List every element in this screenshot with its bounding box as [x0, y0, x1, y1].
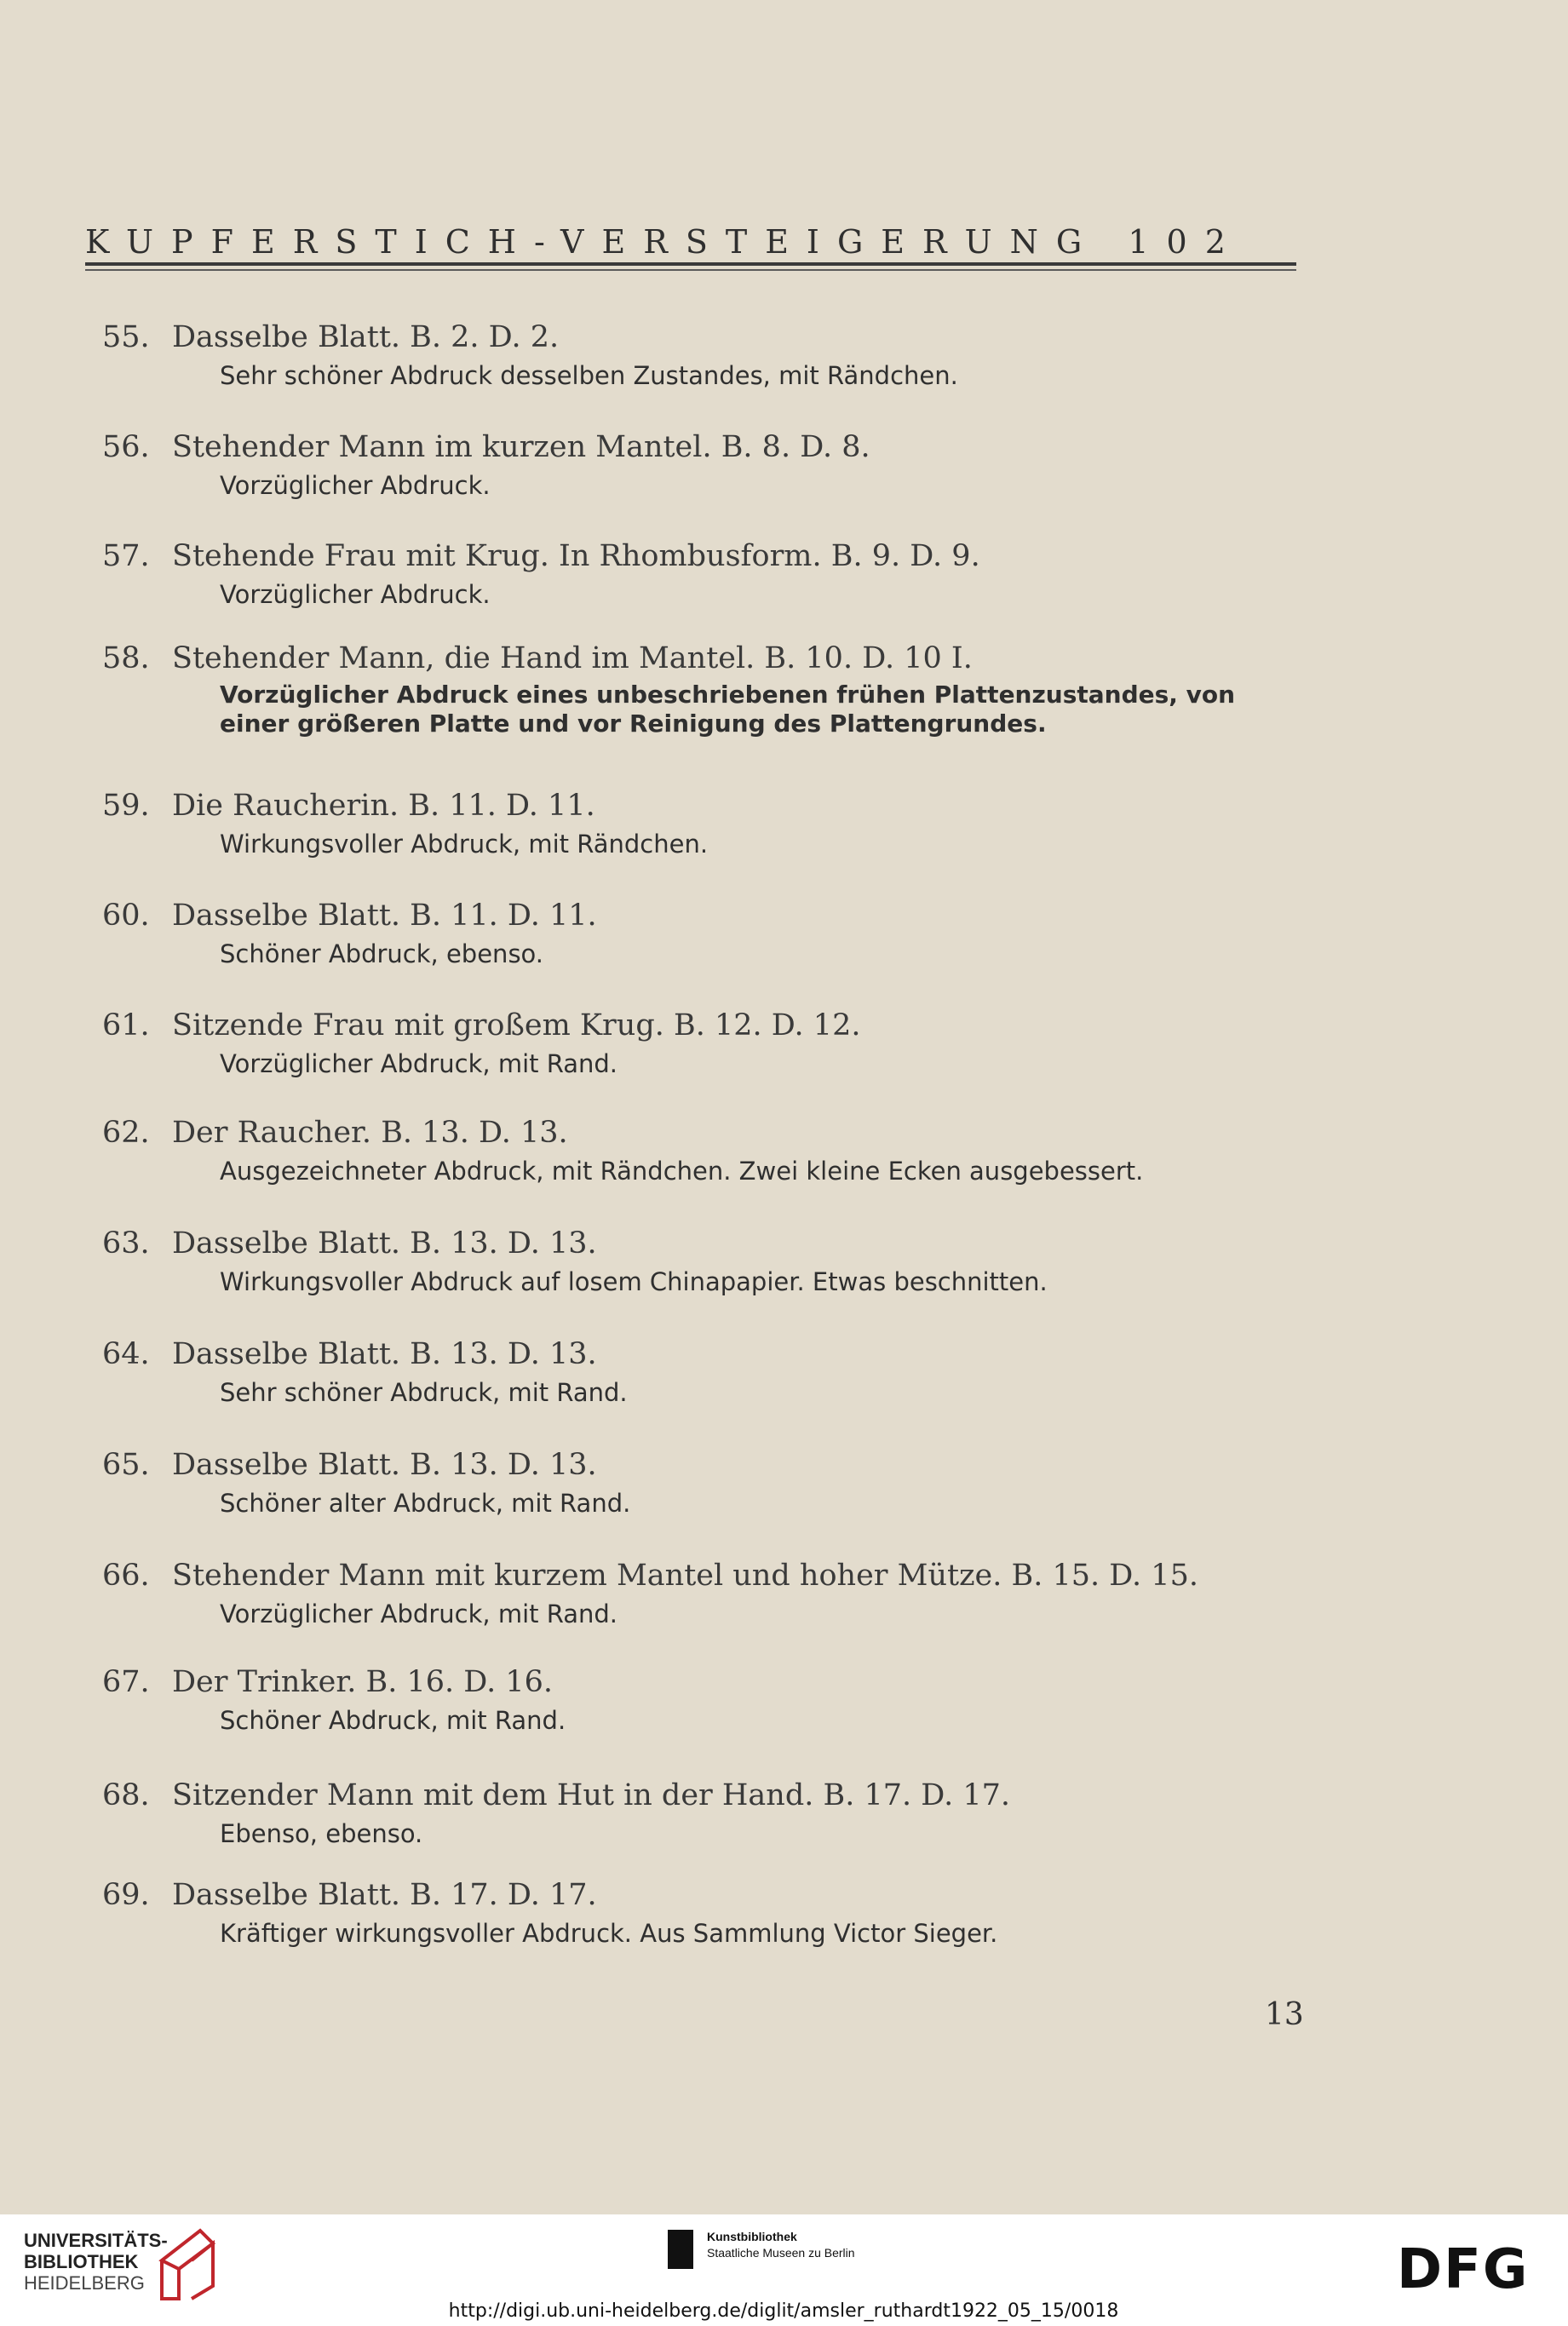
catalog-entry	[102, 899, 1312, 970]
entry-number: 58.	[102, 641, 150, 675]
ub-heidelberg-label[interactable]	[24, 2230, 168, 2294]
entry-number: 56.	[102, 430, 150, 464]
entry-description: Vorzüglicher Abdruck, mit Rand.	[220, 1049, 618, 1078]
permalink-url[interactable]: http://digi.ub.uni-heidelberg.de/diglit/amsler_ruthardt1922_05_15/0018	[448, 2300, 1119, 2322]
entry-description: Vorzüglicher Abdruck.	[220, 471, 491, 500]
entry-number: 63.	[102, 1226, 150, 1261]
ub-line-1: UNIVERSITÄTS-	[24, 2230, 168, 2251]
entry-number: 65.	[102, 1448, 150, 1482]
catalog-entry	[102, 1559, 1312, 1630]
header-rule	[85, 262, 1296, 266]
entry-description: Schöner Abdruck, ebenso.	[220, 939, 544, 968]
header-rule-thin	[85, 269, 1296, 271]
entry-description: Ausgezeichneter Abdruck, mit Rändchen. Zwei kleine Ecken ausgebessert.	[220, 1157, 1144, 1186]
catalog-entry	[102, 430, 1312, 502]
entry-description: Schöner Abdruck, mit Rand.	[220, 1706, 566, 1735]
ub-heidelberg-logo-icon[interactable]	[153, 2226, 221, 2303]
entry-description: Vorzüglicher Abdruck eines unbeschriebenen frühen Plattenzustandes, von einer größeren Platte und vor Reinigung des Plattengrundes.	[220, 681, 1236, 738]
catalog-entry	[102, 1337, 1312, 1409]
entry-number: 68.	[102, 1778, 150, 1812]
entry-title: Die Raucherin. B. 11. D. 11.	[172, 789, 595, 823]
entry-description: Ebenso, ebenso.	[220, 1819, 423, 1848]
entry-number: 60.	[102, 899, 150, 933]
entry-description: Schöner alter Abdruck, mit Rand.	[220, 1489, 631, 1518]
entry-number: 57.	[102, 539, 150, 573]
entry-title: Der Raucher. B. 13. D. 13.	[172, 1116, 568, 1150]
entry-description: Vorzüglicher Abdruck, mit Rand.	[220, 1599, 618, 1628]
entry-title: Der Trinker. B. 16. D. 16.	[172, 1665, 553, 1699]
entry-number: 67.	[102, 1665, 150, 1699]
catalog-entry	[102, 1008, 1312, 1080]
entry-number: 62.	[102, 1116, 150, 1150]
kb-line-1: Kunstbibliothek	[707, 2230, 797, 2243]
catalog-entry	[102, 1226, 1312, 1298]
catalog-entry	[102, 1778, 1312, 1850]
entry-description: Wirkungsvoller Abdruck, mit Rändchen.	[220, 830, 709, 859]
kunstbibliothek-logo-icon[interactable]	[668, 2230, 693, 2269]
ub-line-3: HEIDELBERG	[24, 2272, 145, 2294]
entry-description: Sehr schöner Abdruck desselben Zustandes, mit Rändchen.	[220, 361, 958, 390]
catalog-entry	[102, 1665, 1312, 1737]
entry-title: Dasselbe Blatt. B. 11. D. 11.	[172, 899, 597, 933]
entry-number: 59.	[102, 789, 150, 823]
kb-line-2: Staatliche Museen zu Berlin	[707, 2246, 855, 2260]
catalog-entry	[102, 1448, 1312, 1519]
entry-title: Dasselbe Blatt. B. 17. D. 17.	[172, 1878, 597, 1912]
entry-number: 69.	[102, 1878, 150, 1912]
entry-number: 61.	[102, 1008, 150, 1042]
entry-description: Vorzüglicher Abdruck.	[220, 580, 491, 609]
catalog-entry	[102, 320, 1312, 392]
entry-title: Dasselbe Blatt. B. 2. D. 2.	[172, 320, 560, 354]
ub-line-2: BIBLIOTHEK	[24, 2251, 139, 2272]
catalog-entry	[102, 641, 1312, 738]
entry-title: Stehender Mann im kurzen Mantel. B. 8. D. 8.	[172, 430, 870, 464]
entry-number: 55.	[102, 320, 150, 354]
dfg-logo[interactable]: DFG	[1397, 2238, 1530, 2301]
catalog-entry	[102, 539, 1312, 611]
entry-description: Kräftiger wirkungsvoller Abdruck. Aus Sammlung Victor Sieger.	[220, 1919, 998, 1948]
entry-title: Sitzender Mann mit dem Hut in der Hand. B. 17. D. 17.	[172, 1778, 1010, 1812]
page-header: KUPFERSTICH-VERSTEIGERUNG 102	[85, 223, 1243, 261]
entry-title: Dasselbe Blatt. B. 13. D. 13.	[172, 1337, 597, 1371]
catalog-entry	[102, 789, 1312, 860]
entry-description: Sehr schöner Abdruck, mit Rand.	[220, 1378, 628, 1407]
catalog-entry	[102, 1116, 1312, 1187]
entry-number: 64.	[102, 1337, 150, 1371]
entry-description: Wirkungsvoller Abdruck auf losem Chinapapier. Etwas beschnitten.	[220, 1267, 1048, 1296]
entry-title: Sitzende Frau mit großem Krug. B. 12. D. 12.	[172, 1008, 861, 1042]
entry-title: Stehende Frau mit Krug. In Rhombusform. B. 9. D. 9.	[172, 539, 980, 573]
entry-title: Dasselbe Blatt. B. 13. D. 13.	[172, 1226, 597, 1261]
entry-title: Stehender Mann, die Hand im Mantel. B. 10. D. 10 I.	[172, 641, 973, 675]
entry-title: Stehender Mann mit kurzem Mantel und hoher Mütze. B. 15. D. 15.	[172, 1559, 1198, 1593]
entry-title: Dasselbe Blatt. B. 13. D. 13.	[172, 1448, 597, 1482]
catalog-entry	[102, 1878, 1312, 1950]
entry-number: 66.	[102, 1559, 150, 1593]
kunstbibliothek-label	[707, 2229, 855, 2261]
page-number: 13	[1265, 1997, 1304, 2032]
